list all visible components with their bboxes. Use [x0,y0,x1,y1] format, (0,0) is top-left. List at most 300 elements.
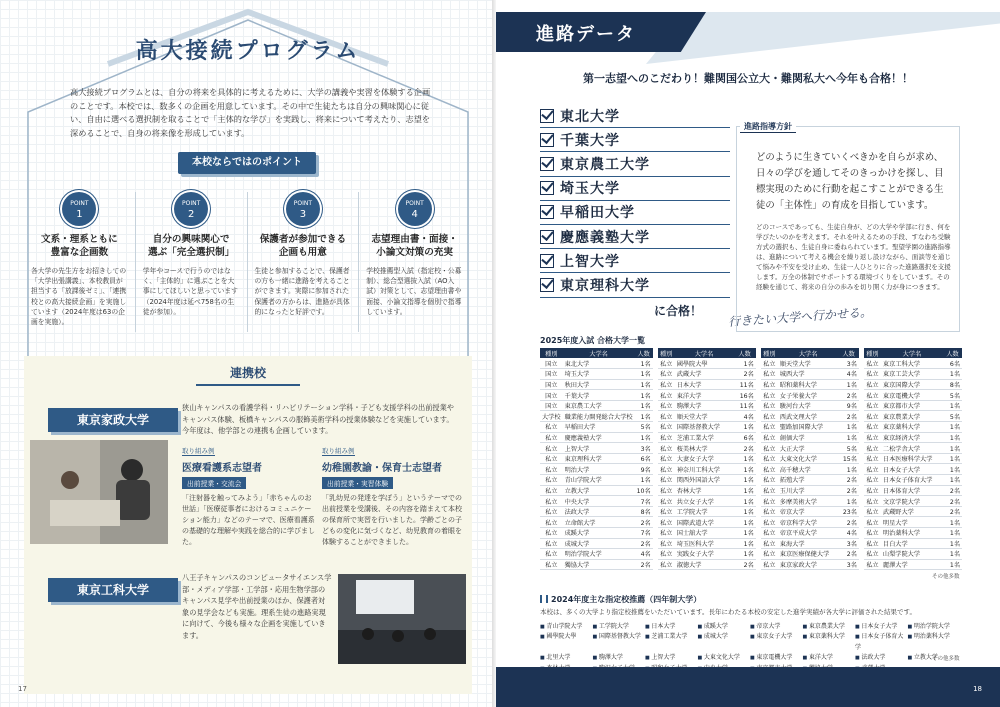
table-header: 人数 [943,348,962,358]
table-row [761,549,859,560]
point-4 [359,192,470,332]
cell-university: 武蔵野大学 [881,506,943,517]
cell-type: 私立 [761,496,778,507]
cell-count: 2名 [838,485,858,496]
cell-count: 1名 [733,528,755,539]
cell-university: 国際基督教大学 [675,422,734,433]
cell-count: 1名 [733,453,755,464]
cell-type: 私立 [761,506,778,517]
cell-university: 青山学院大学 [563,475,635,486]
table-row [658,411,756,422]
cell-university: 武蔵大学 [675,369,734,380]
cell-university: 東京医療保健大学 [778,549,839,560]
table-row [658,443,756,454]
cell-type: 私立 [658,496,675,507]
cell-university: 駒澤大学 [675,400,734,411]
cell-university: 高千穂大学 [778,464,839,475]
table-row [761,443,859,454]
table-row [761,432,859,443]
table-row [540,549,653,560]
table-row [761,358,859,369]
table-row [761,475,859,486]
list-item: ■ 帝京大学 [750,622,803,632]
recommendation-title: 2024年度主な指定校推薦（四年制大学） [540,594,701,605]
table-row [864,485,962,496]
table-row [864,517,962,528]
cell-count: 1名 [943,549,962,560]
table-row [864,538,962,549]
list-item: ■ 東洋大学 [803,653,856,663]
results-table [761,348,859,570]
cell-type: 私立 [864,485,881,496]
table-row [540,538,653,549]
left-page [0,0,496,707]
cell-type: 私立 [761,453,778,464]
cell-university: 明治大学 [563,464,635,475]
table-header: 種別 [761,348,778,358]
point-body: 生徒と参加することで、保護者の方も一緒に進路を考えることができます。実際に参加された保護者の方からは、進路が具体的になったと好評です。 [254,267,350,316]
cell-university: 麗澤大学 [881,559,943,570]
cell-university: 東京電機大学 [881,390,943,401]
cell-university: 明星大学 [881,517,943,528]
table-row [761,538,859,549]
table-row [658,475,756,486]
cell-type: 私立 [540,528,563,539]
table-row [540,517,653,528]
cell-university: 国士舘大学 [675,528,734,539]
cell-count: 1名 [943,453,962,464]
table-row [761,411,859,422]
cell-university: 文京学院大学 [881,496,943,507]
page-number: 18 [973,685,982,693]
page-number: 17 [18,685,27,693]
cell-count: 7名 [635,528,653,539]
nursing-practice-photo [30,440,168,544]
cell-university: 工学院大学 [675,506,734,517]
cell-university: 上智大学 [563,443,635,454]
cell-type: 私立 [761,390,778,401]
cell-university: 成蹊大学 [563,528,635,539]
table-row [761,453,859,464]
cell-type: 私立 [540,443,563,454]
table-header: 大学名 [778,348,839,358]
cell-count: 1名 [838,432,858,443]
checkbox-icon [540,230,554,244]
cell-type: 私立 [761,369,778,380]
cell-university: 日本女子体育大学 [881,475,943,486]
table-row [864,443,962,454]
cell-type: 私立 [864,538,881,549]
partner-schools-title: 連携校 [196,364,300,386]
cell-university: 順天堂大学 [778,358,839,369]
cell-university: 東京農業大学 [881,411,943,422]
cell-university: 獨協大学 [563,559,635,570]
table-row [864,559,962,570]
table-row [658,464,756,475]
footer-bar [496,667,1000,707]
table-row [864,358,962,369]
cell-count: 8名 [635,506,653,517]
cell-type: 私立 [540,422,563,433]
cell-count: 1名 [635,390,653,401]
cell-type: 私立 [540,506,563,517]
page-title: 進路データ [536,24,636,45]
cell-university: 駿河台大学 [778,400,839,411]
cell-university: 日本医療科学大学 [881,453,943,464]
cell-university: 順天堂大学 [675,411,734,422]
cell-type: 私立 [864,400,881,411]
cell-type: 私立 [761,422,778,433]
table-row [864,369,962,380]
cell-count: 1名 [943,528,962,539]
cell-type: 国立 [540,358,563,369]
cell-type: 私立 [761,559,778,570]
cell-type: 私立 [658,453,675,464]
cell-university: 明治学院大学 [563,549,635,560]
table-row [864,411,962,422]
cell-type: 私立 [658,411,675,422]
cell-count: 5名 [635,422,653,433]
cell-type: 私立 [864,464,881,475]
cell-type: 私立 [658,475,675,486]
list-item: 早稲田大学 [540,201,730,225]
cell-count: 6名 [635,453,653,464]
cell-university: 大妻女子大学 [675,453,734,464]
cell-count: 2名 [733,369,755,380]
cell-university: 東海大学 [778,538,839,549]
table-row [864,496,962,507]
table-row [864,422,962,433]
cell-university: 東京都市大学 [881,400,943,411]
list-item: 慶應義塾大学 [540,225,730,249]
table-row [658,496,756,507]
cell-university: 山梨学院大学 [881,549,943,560]
cell-university: 秋田大学 [563,379,635,390]
table-row [658,369,756,380]
cell-count: 3名 [838,538,858,549]
recommendation-text: 本校は、多くの大学より指定校推薦をいただいています。長年にわたる本校の安定した進学実績が各大学に評価された結果です。 [540,608,916,616]
cell-university: 立教大学 [563,485,635,496]
kasei-university-label: 東京家政大学 [48,408,178,432]
point-badge: POINT 3 [286,192,320,226]
cell-count: 1名 [733,475,755,486]
points-banner: 本校ならではのポイント [178,152,316,174]
cell-university: 東北大学 [563,358,635,369]
cell-count: 1名 [943,369,962,380]
list-item: ■ 上智大学 [645,653,698,663]
cell-count: 1名 [635,475,653,486]
point-1 [24,192,136,332]
cell-type: 私立 [658,549,675,560]
table-row [540,379,653,390]
cell-count: 1名 [733,464,755,475]
table-row [761,496,859,507]
table-row [658,517,756,528]
cell-type: 私立 [658,400,675,411]
cell-type: 私立 [658,485,675,496]
cell-count: 3名 [838,559,858,570]
cell-count: 1名 [733,538,755,549]
cell-university: 東京理科大学 [563,453,635,464]
cell-type: 私立 [864,475,881,486]
point-heading: 自分の興味関心で 選ぶ「完全選択制」 [147,234,235,258]
cell-count: 1名 [943,538,962,549]
table-header: 大学名 [675,348,734,358]
cell-university: 関西外国語大学 [675,475,734,486]
point-body: 学年やコースで行うのではなく、「主体的」に選ぶことを大事にしてほしいと思っています（2024年度は延べ758名の生徒が参加）。 [142,267,238,316]
cell-university: 多摩美術大学 [778,496,839,507]
cell-university: 立命館大学 [563,517,635,528]
cell-type: 私立 [540,549,563,560]
intro-text: 高大接続プログラムとは、自分の将来を具体的に考えるために、大学の講義や実習を体験する企画のことです。本校では、数多くの企画を用意しています。その中で生徒たちは自分の興味関心に従い、自由に選べる選択制を取ることで「主体的な学び」を実践し、将来について考えたり、志望を深めることで、自身の将来像を形成しています。 [70,87,431,138]
list-item: ■ 大東文化大学 [698,653,751,663]
cell-university: 早稲田大学 [563,422,635,433]
cell-count: 1名 [733,517,755,528]
cell-count: 6名 [943,358,962,369]
table-row [864,379,962,390]
table-row [540,475,653,486]
point-badge: POINT 1 [62,192,96,226]
cell-count: 1名 [943,559,962,570]
table-row [658,538,756,549]
table-row [658,358,756,369]
page-title: 高大接続プログラム [135,39,361,64]
cell-type: 私立 [540,517,563,528]
cell-type: 私立 [864,443,881,454]
table-row [658,549,756,560]
cell-type: 私立 [864,559,881,570]
cell-university: 東京農工大学 [563,400,635,411]
cell-university: 中央大学 [563,496,635,507]
cell-type: 私立 [864,379,881,390]
table-row [761,379,859,390]
cell-count: 1名 [733,549,755,560]
cell-university: 二松学舎大学 [881,443,943,454]
point-badge: POINT 2 [174,192,208,226]
table-row [658,432,756,443]
cell-count: 5名 [838,443,858,454]
cell-type: 私立 [864,358,881,369]
list-item: 埼玉大学 [540,177,730,201]
cell-count: 1名 [635,358,653,369]
lead-text: 第一志望へのこだわり！難関国公立大・難関私大へ今年も合格！！ [583,72,913,85]
list-item: ■ 東京女子大学 [750,632,803,653]
list-item: ■ 日本女子体育大学 [855,632,908,653]
cell-count: 2名 [943,506,962,517]
table-row [864,549,962,560]
cell-type: 私立 [761,464,778,475]
point-body: 学校推薦型入試（指定校・公募制）、総合型選抜入試（AO入試）対策として、志望理由書や面接、小論文指導を個別で指導しています。 [366,267,462,316]
cell-count: 1名 [943,517,962,528]
cell-university: 杏林大学 [675,485,734,496]
cell-count: 2名 [838,411,858,422]
cell-type: 私立 [658,379,675,390]
cell-count: 8名 [943,379,962,390]
cell-type: 私立 [761,517,778,528]
cell-count: 2名 [635,517,653,528]
cell-type: 私立 [658,443,675,454]
table-row [761,369,859,380]
list-item: ■ 明治薬科大学 [908,632,961,653]
cell-count: 1名 [943,464,962,475]
table-row [540,453,653,464]
lecture-photo [338,574,466,664]
kouka-text: 八王子キャンパスのコンピュータサイエンス学部・メディア学部・工学部・応用生物学部のキャンパス見学や出前授業のほか、保護者対象の見学会なども実施。理系生徒の進路実現に向けて、今後も様々な企画を実施していきます。 [182,573,332,640]
rec-etc-note: その他多数 [932,656,960,662]
cell-type: 私立 [658,358,675,369]
cell-count: 1名 [635,369,653,380]
list-item: ■ 成城大学 [698,632,751,653]
cell-type: 私立 [658,390,675,401]
cell-type: 私立 [761,400,778,411]
table-row [761,517,859,528]
cell-university: 日本体育大学 [881,485,943,496]
cell-university: 東京家政大学 [778,559,839,570]
table-row [540,358,653,369]
list-item: ■ 日本女子大学 [855,622,908,632]
point-heading: 文系・理系ともに 豊富な企画数 [41,234,118,258]
table-header: 大学名 [563,348,635,358]
photo-placeholder-icon [338,574,466,664]
table-row [540,485,653,496]
cell-count: 2名 [943,485,962,496]
cell-type: 私立 [761,549,778,560]
cell-university: 拓殖大学 [778,475,839,486]
point-badge: POINT 4 [398,192,432,226]
results-table [540,348,653,570]
cell-count: 2名 [943,496,962,507]
cell-type: 私立 [658,432,675,443]
list-item: 東京農工大学 [540,152,730,176]
list-item: ■ 國學院大學 [540,632,593,653]
table-header: 人数 [733,348,755,358]
cell-count: 2名 [838,549,858,560]
cell-type: 私立 [761,538,778,549]
results-table [864,348,962,570]
table-row [761,528,859,539]
example-childcare: 取り組み例 幼稚園教諭・保育士志望者 出前授業・実習体験 「乳幼児の発達を学ぼう」というテーマでの出前授業を受講後、その内容を踏まえて本校の保育所で実習を行いました。学齢ごとの子どもの変化に気づくなど、幼児教育の着眼を体験することができました。 [322,447,462,546]
cell-type: 私立 [540,453,563,464]
policy-body: どのコースであっても、生徒自身が、どの大学や学部に行き、何を学びたいのかを考えます。それを叶えるための手段、すなわち受験方式の選択も、生徒自身に委ねられています。聖望学園の進路指導は、進路について考える機会を繰り返し設けながら、面談等を通じて悩みや不安を受け止め、生徒一人ひとりに合った進路選択を支援します。万全の体制でサポートする環境づくりをしています。その経験を通じて、将来の自分の歩みを切り開く力が身につきます。 [756,223,951,291]
list-item: ■ 東京薬科大学 [803,632,856,653]
cell-type: 私立 [540,475,563,486]
table-row [864,453,962,464]
cell-university: 帝京大学 [778,506,839,517]
cell-type: 私立 [658,369,675,380]
checkbox-icon [540,133,554,147]
cell-count: 16名 [733,390,755,401]
cell-count: 23名 [838,506,858,517]
table-row [864,432,962,443]
list-item: 東北大学 [540,104,730,128]
table-row [540,443,653,454]
table-row [658,559,756,570]
cell-count: 1名 [943,422,962,433]
cell-type: 私立 [864,517,881,528]
cell-type: 私立 [864,549,881,560]
photo-placeholder-icon [30,440,168,544]
table-row [864,390,962,401]
list-item: ■ 東京農業大学 [803,622,856,632]
cell-type: 私立 [540,464,563,475]
cell-count: 2名 [838,475,858,486]
table-row [540,528,653,539]
cell-count: 1名 [838,379,858,390]
cell-count: 4名 [635,549,653,560]
list-item: ■ 北里大学 [540,653,593,663]
policy-lead: どのように生きていくべきかを自らが求め、日々の学びを通してそのきっかけを探し、目標実現のために行動を起こすことができる生徒の「主体性」の育成を目指しています。 [756,152,944,211]
cell-count: 1名 [838,496,858,507]
cell-university: 神奈川工科大学 [675,464,734,475]
table-header: 人数 [635,348,653,358]
cell-type: 国立 [540,400,563,411]
table-row [864,506,962,517]
example-nursing: 取り組み例 医療看護系志望者 出前授業・交流会 「注射器を触ってみよう」「赤ちゃんのお世話」「医療従事者におけるコミュニケーション能力」などのテーマで、医療看護系の基礎的な理解や実践を総合的に学びました。 [182,447,315,546]
cell-university: 東京工芸大学 [881,369,943,380]
cell-type: 私立 [864,411,881,422]
points-row [24,192,470,332]
cell-university: 法政大学 [563,506,635,517]
results-table [658,348,756,570]
checkbox-icon [540,181,554,195]
cell-count: 1名 [733,496,755,507]
cell-count: 6名 [733,432,755,443]
table-header: 種別 [540,348,563,358]
table-header: 大学名 [881,348,943,358]
cell-count: 2名 [838,390,858,401]
cell-type: 私立 [864,390,881,401]
cell-university: 大東文化大学 [778,453,839,464]
cell-count: 15名 [838,453,858,464]
cell-count: 4名 [838,528,858,539]
checkbox-icon [540,109,554,123]
cell-count: 1名 [838,422,858,433]
cell-university: 日本大学 [675,379,734,390]
cell-type: 私立 [658,559,675,570]
point-heading: 保護者が参加できる 企画も用意 [259,234,347,258]
list-item: ■ 明治学院大学 [908,622,961,632]
cell-type: 私立 [658,528,675,539]
cell-university: 國學院大學 [675,358,734,369]
table-header: 種別 [658,348,675,358]
table-row [761,464,859,475]
cell-university: 千葉大学 [563,390,635,401]
cell-university: 埼玉医科大学 [675,538,734,549]
table-row [761,400,859,411]
cell-university: 大正大学 [778,443,839,454]
cell-type: 私立 [658,517,675,528]
cell-university: 昭和薬科大学 [778,379,839,390]
cell-university: 明治薬科大学 [881,528,943,539]
cell-type: 私立 [658,506,675,517]
top-university-list [540,104,730,298]
cell-university: 芝浦工業大学 [675,432,734,443]
cell-university: 帝京平成大学 [778,528,839,539]
cell-count: 2名 [635,559,653,570]
cell-count: 1名 [943,443,962,454]
cell-type: 私立 [540,432,563,443]
kasei-text: 狭山キャンパスの看護学科・リハビリテーション学科・子ども支援学科の出前授業やキャンパス体験、板橋キャンパスの服飾美術学科の授業体験などを実施しています。今年度は、他学部との連携も企画しています。 [182,403,454,436]
cell-type: 私立 [864,496,881,507]
cell-count: 9名 [838,400,858,411]
list-item: ■ 日本大学 [645,622,698,632]
table-row [540,432,653,443]
cell-type: 私立 [658,422,675,433]
cell-type: 私立 [761,432,778,443]
table-etc-note: その他多数 [932,574,960,580]
cell-type: 国立 [540,369,563,380]
cell-type: 大学校 [540,411,563,422]
